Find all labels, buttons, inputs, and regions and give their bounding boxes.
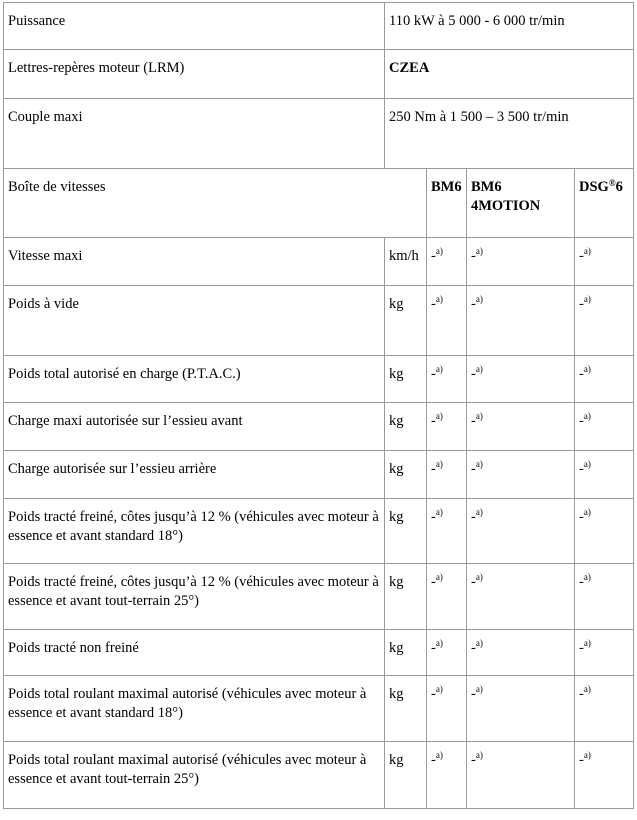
table-row: [3, 499, 634, 564]
value-bm6-4motion: -$^{a)}$: [467, 676, 575, 742]
value-bm6: -$^{a)}$: [427, 499, 467, 564]
value-dsg6: -$^{a)}$: [575, 286, 634, 356]
row-unit: kg: [385, 564, 427, 630]
value-dsg6: -$^{a)}$: [575, 403, 634, 451]
value-dsg6: -$^{a)}$: [575, 499, 634, 564]
dsg-gears: 6: [615, 179, 623, 195]
row-label: Poids total autorisé en charge (P.T.A.C.): [3, 356, 385, 403]
row-label: Poids tracté freiné, côtes jusqu’à 12 % (véhicules avec moteur à essence et avant tout-terrain 25°): [3, 564, 385, 630]
value-bm6: -$^{a)}$: [427, 742, 467, 809]
row-label: Poids total roulant maximal autorisé (véhicules avec moteur à essence et avant tout-terrain 25°): [3, 742, 385, 809]
row-unit: kg: [385, 742, 427, 809]
value-bm6: -$^{a)}$: [427, 403, 467, 451]
value-bm6-4motion: -$^{a)}$: [467, 403, 575, 451]
value-bm6-4motion: -$^{a)}$: [467, 742, 575, 809]
puissance-label: Puissance: [3, 2, 385, 50]
value-bm6-4motion: -$^{a)}$: [467, 286, 575, 356]
table-row: [3, 238, 634, 286]
value-bm6: -$^{a)}$: [427, 238, 467, 286]
row-unit: kg: [385, 286, 427, 356]
value-dsg6: -$^{a)}$: [575, 356, 634, 403]
couple-value: 250 Nm à 1 500 – 3 500 tr/min: [385, 99, 634, 169]
registered-mark: ®: [608, 178, 616, 188]
value-dsg6: -$^{a)}$: [575, 451, 634, 499]
lrm-value: CZEA: [385, 50, 634, 99]
value-bm6: -$^{a)}$: [427, 356, 467, 403]
table-row: [3, 742, 634, 809]
row-unit: kg: [385, 499, 427, 564]
value-dsg6: -$^{a)}$: [575, 630, 634, 676]
table-row: [3, 286, 634, 356]
table-row: [3, 630, 634, 676]
value-bm6: -$^{a)}$: [427, 451, 467, 499]
row-label: Poids à vide: [3, 286, 385, 356]
value-bm6-4motion: -$^{a)}$: [467, 564, 575, 630]
value-dsg6: -$^{a)}$: [575, 564, 634, 630]
value-dsg6: -$^{a)}$: [575, 742, 634, 809]
row-couple: [3, 99, 634, 169]
row-unit: km/h: [385, 238, 427, 286]
col-bm6: BM6: [427, 169, 467, 238]
row-lrm: [3, 50, 634, 99]
row-label: Charge autorisée sur l’essieu arrière: [3, 451, 385, 499]
value-dsg6: -$^{a)}$: [575, 238, 634, 286]
table-row: [3, 676, 634, 742]
value-bm6-4motion: -$^{a)}$: [467, 238, 575, 286]
lrm-label: Lettres-repères moteur (LRM): [3, 50, 385, 99]
value-dsg6: -$^{a)}$: [575, 676, 634, 742]
engine-spec-table: [3, 2, 634, 809]
table-row: [3, 356, 634, 403]
row-label: Charge maxi autorisée sur l’essieu avant: [3, 403, 385, 451]
row-gearbox: [3, 169, 634, 238]
value-bm6: -$^{a)}$: [427, 630, 467, 676]
value-bm6-4motion: -$^{a)}$: [467, 630, 575, 676]
row-label: Poids tracté non freiné: [3, 630, 385, 676]
row-unit: kg: [385, 451, 427, 499]
row-label: Poids tracté freiné, côtes jusqu’à 12 % (véhicules avec moteur à essence et avant standard 18°): [3, 499, 385, 564]
col-bm6-4motion: BM6 4MOTION: [467, 169, 575, 238]
table-row: [3, 564, 634, 630]
row-unit: kg: [385, 356, 427, 403]
row-label: Vitesse maxi: [3, 238, 385, 286]
row-label: Poids total roulant maximal autorisé (véhicules avec moteur à essence et avant standard 18°): [3, 676, 385, 742]
puissance-value: 110 kW à 5 000 - 6 000 tr/min: [385, 2, 634, 50]
value-bm6-4motion: -$^{a)}$: [467, 499, 575, 564]
table-row: [3, 403, 634, 451]
value-bm6: -$^{a)}$: [427, 286, 467, 356]
value-bm6-4motion: -$^{a)}$: [467, 451, 575, 499]
value-bm6: -$^{a)}$: [427, 676, 467, 742]
col-dsg6: [575, 169, 634, 238]
gearbox-label: Boîte de vitesses: [3, 169, 427, 238]
row-unit: kg: [385, 630, 427, 676]
value-bm6-4motion: -$^{a)}$: [467, 356, 575, 403]
row-unit: kg: [385, 403, 427, 451]
row-puissance: [3, 2, 634, 50]
row-unit: kg: [385, 676, 427, 742]
value-bm6: -$^{a)}$: [427, 564, 467, 630]
couple-label: Couple maxi: [3, 99, 385, 169]
dsg-text: DSG: [579, 179, 609, 195]
table-row: [3, 451, 634, 499]
